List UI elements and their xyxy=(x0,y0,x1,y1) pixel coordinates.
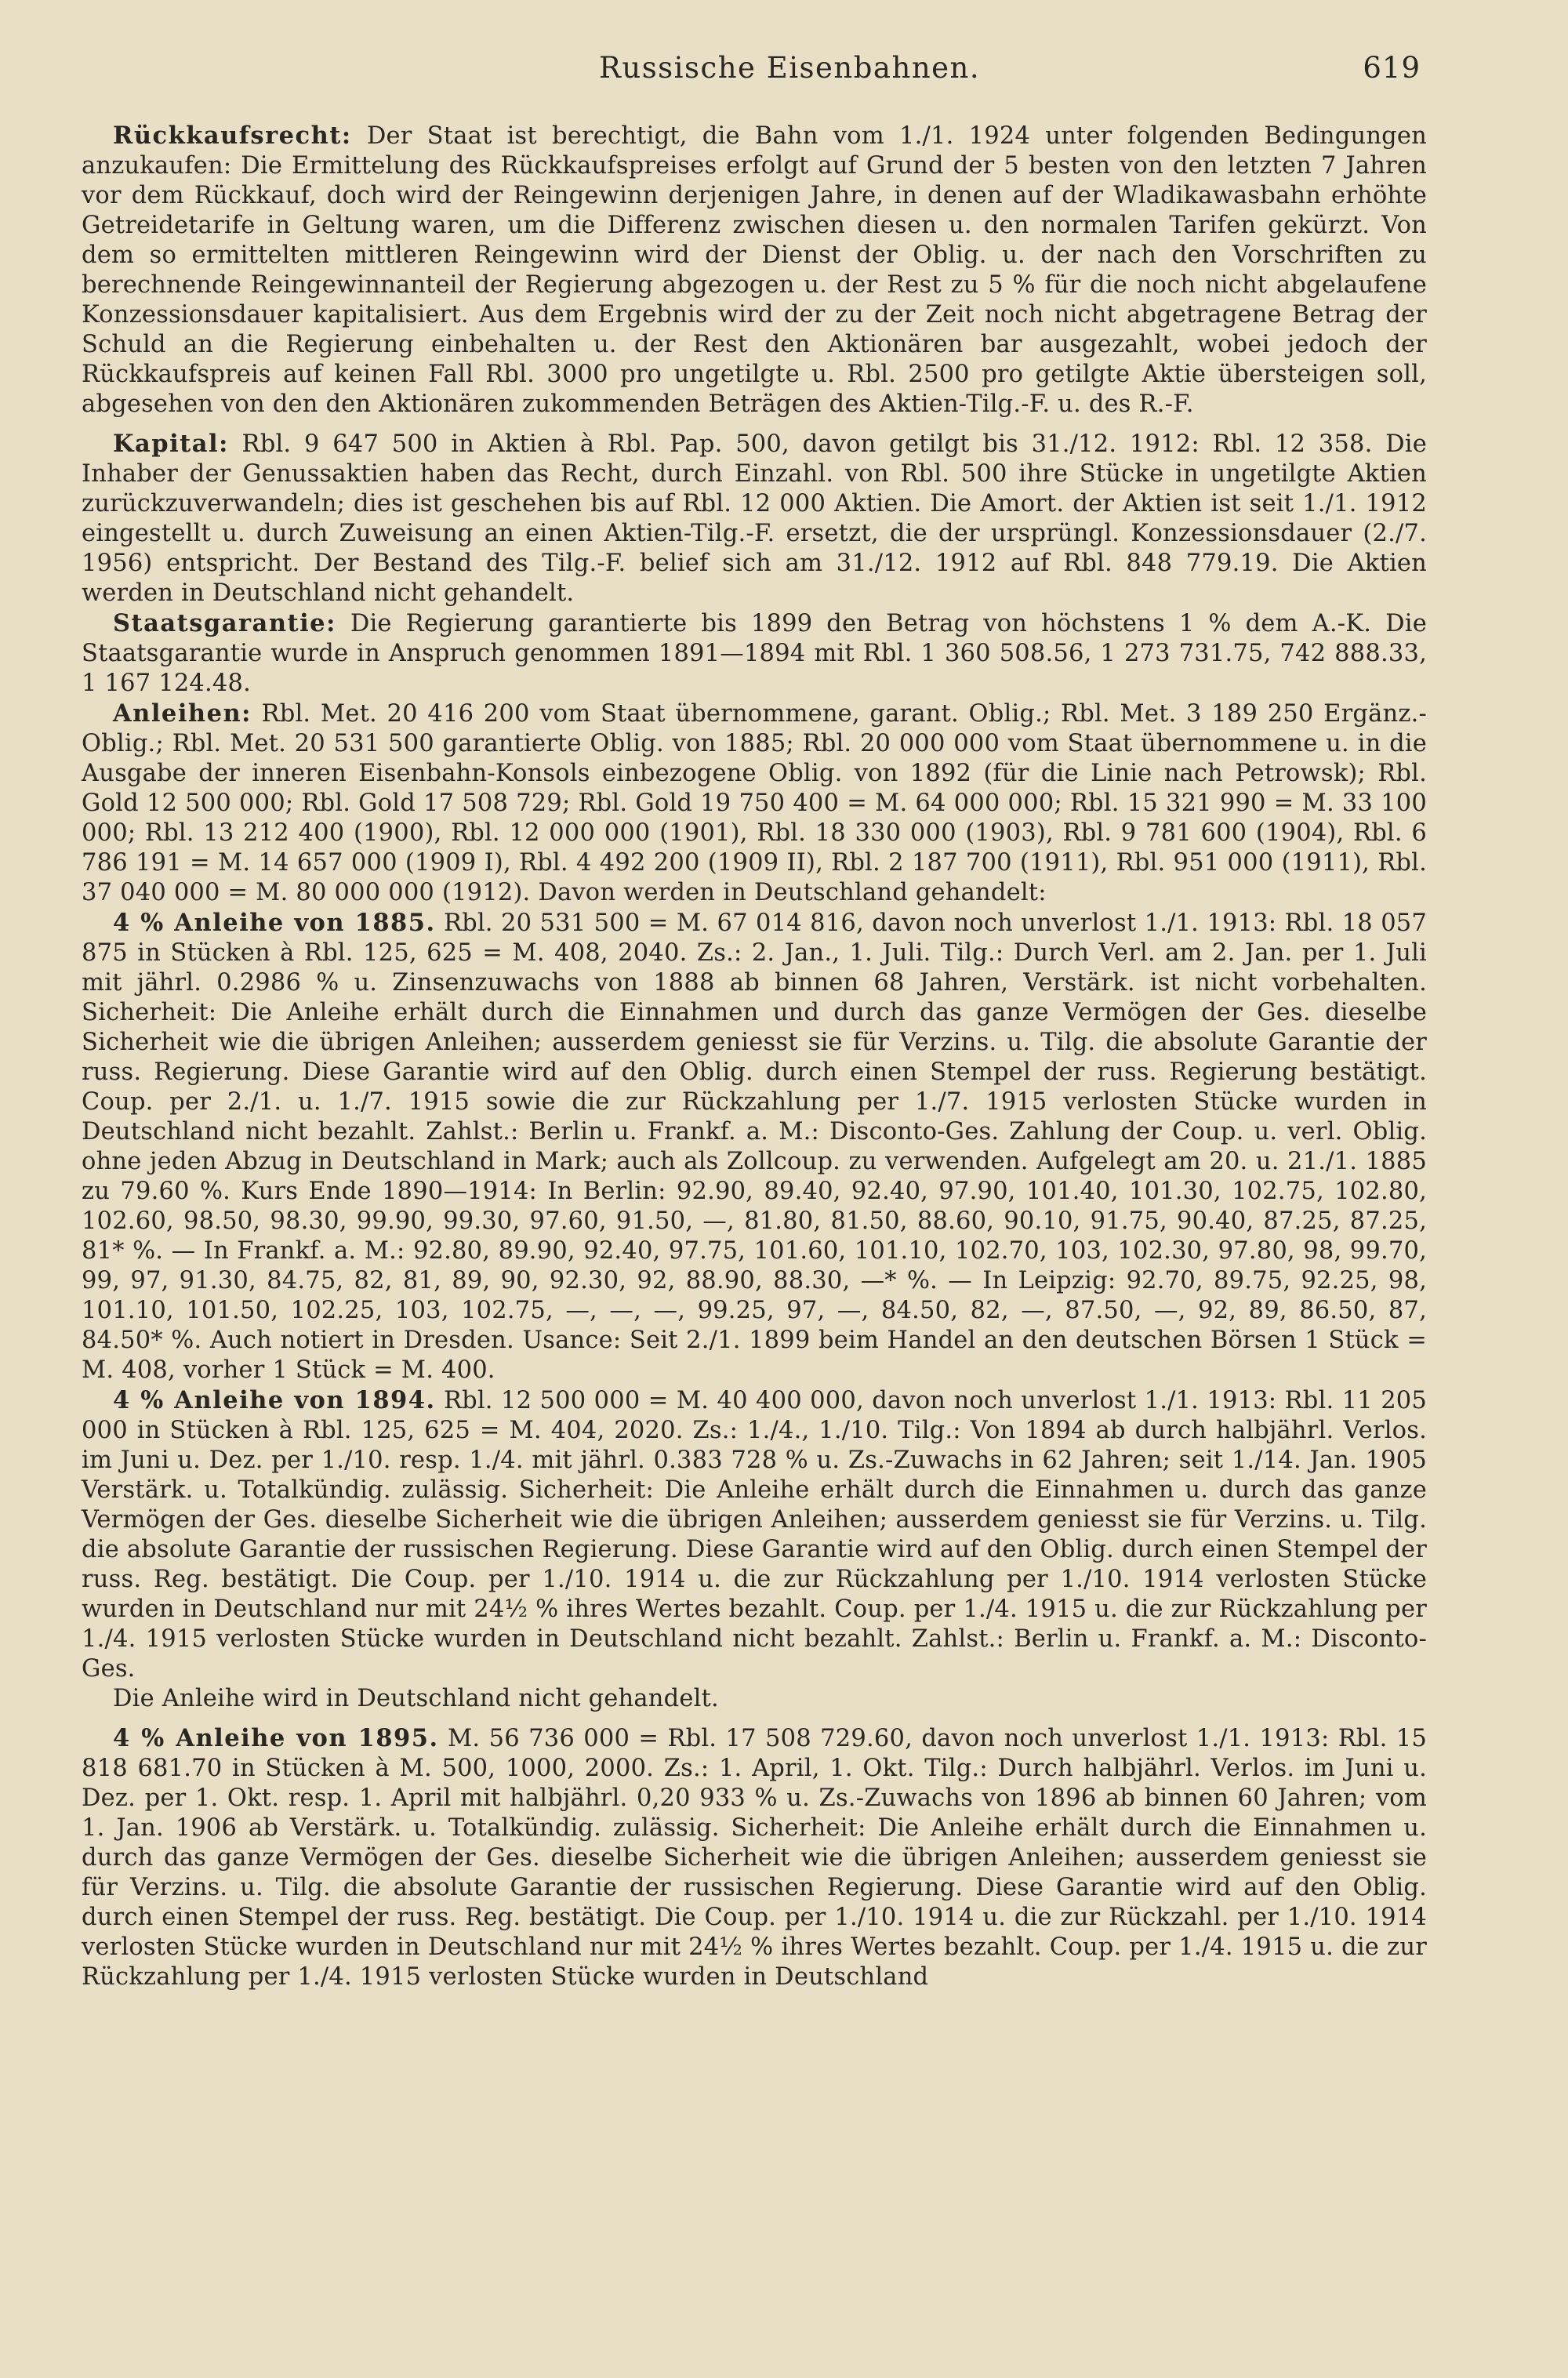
paragraph-text: Rbl. 20 531 500 = M. 67 014 816, davon noch unverlost 1./1. 1913: Rbl. 18 057 875 in Stücken à Rbl. 125, 625 = M. 408, 2040. Zs.: 2. Jan., 1. Juli. Tilg.: Durch Verl. am 2. Jan. per 1. Juli mit jährl. 0.2986 % u. Zinsenzuwachs von 1888 ab binnen 68 Jahren, Verstärk. ist nicht vorbehalten. Sicherheit: Die Anleihe erhält durch die Einnahmen und durch das ganze Vermögen der Ges. dieselbe Sicherheit wie die übrigen Anleihen; ausserdem geniesst sie für Verzins. u. Tilg. die absolute Garantie der russ. Regierung. Diese Garantie wird auf den Oblig. durch einen Stempel der russ. Regierung bestätigt. Coup. per 2./1. u. 1./7. 1915 sowie die zur Rückzahlung per 1./7. 1915 verlosten Stücke wurden in Deutschland nicht bezahlt. Zahlst.: Berlin u. Frankf. a. M.: Disconto-Ges. Zahlung der Coup. u. verl. Oblig. ohne jeden Abzug in Deutschland in Mark; auch als Zollcoup. zu verwenden. Aufgelegt am 20. u. 21./1. 1885 zu 79.60 %. Kurs Ende 1890—1914: In Berlin: 92.90, 89.40, 92.40, 97.90, 101.40, 101.30, 102.75, 102.80, 102.60, 98.50, 98.30, 99.90, 99.30, 97.60, 91.50, —, 81.80, 81.50, 88.60, 90.10, 91.75, 90.40, 87.25, 87.25, 81* %. — In Frankf. a. M.: 92.80, 89.90, 92.40, 97.75, 101.60, 101.10, 102.70, 103, 102.30, 97.80, 98, 99.70, 99, 97, 91.30, 84.75, 82, 81, 89, 90, 92.30, 92, 88.90, 88.30, —* %. — In Leipzig: 92.70, 89.75, 92.25, 98, 101.10, 101.50, 102.25, 103, 102.75, —, —, —, 99.25, 97, —, 84.50, 82, —, 87.50, —, 92, 89, 86.50, 87, 84.50* %. Auch notiert in Dresden. Usance: Seit 2./1. 1899 beim Handel an den deutschen Börsen 1 Stück = M. 408, vorher 1 Stück = M. 400. xyxy=(82,909,1428,1384)
paragraph-text: M. 56 736 000 = Rbl. 17 508 729.60, davon noch unverlost 1./1. 1913: Rbl. 15 818 681.70 in Stücken à M. 500, 1000, 2000. Zs.: 1. April, 1. Okt. Tilg.: Durch halbjährl. Verlos. im Juni u. Dez. per 1. Okt. resp. 1. April mit halbjährl. 0,20 933 % u. Zs.-Zuwachs von 1896 ab binnen 60 Jahren; vom 1. Jan. 1906 ab Verstärk. u. Totalkündig. zulässig. Sicherheit: Die Anleihe erhält durch die Einnahmen u. durch das ganze Vermögen der Ges. dieselbe Sicherheit wie die übrigen Anleihen; ausserdem geniesst sie für Verzins. u. Tilg. die absolute Garantie der russischen Regierung. Diese Garantie wird auf den Oblig. durch einen Stempel der russ. Reg. bestätigt. Die Coup. per 1./10. 1914 u. die zur Rückzahl. per 1./10. 1914 verlosten Stücke wurden in Deutschland nur mit 24½ % ihres Wertes bezahlt. Coup. per 1./4. 1915 u. die zur Rückzahlung per 1./4. 1915 verlosten Stücke wurden in Deutschland xyxy=(82,1725,1428,1991)
body-text xyxy=(82,121,1427,1992)
paragraph-kapital xyxy=(82,429,1427,608)
running-header xyxy=(599,49,1421,88)
paragraph-heading: Rückkaufsrecht: xyxy=(113,122,352,150)
paragraph-text: Rbl. Met. 20 416 200 vom Staat übernommene, garant. Oblig.; Rbl. Met. 3 189 250 Ergänz.-Oblig.; Rbl. Met. 20 531 500 garantierte Oblig. von 1885; Rbl. 20 000 000 vom Staat übernommene u. in die Ausgabe der inneren Eisenbahn-Konsols einbezogene Oblig. von 1892 (für die Linie nach Petrowsk); Rbl. Gold 12 500 000; Rbl. Gold 17 508 729; Rbl. Gold 19 750 400 = M. 64 000 000; Rbl. 15 321 990 = M. 33 100 000; Rbl. 13 212 400 (1900), Rbl. 12 000 000 (1901), Rbl. 18 330 000 (1903), Rbl. 9 781 600 (1904), Rbl. 6 786 191 = M. 14 657 000 (1909 I), Rbl. 4 492 200 (1909 II), Rbl. 2 187 700 (1911), Rbl. 951 000 (1911), Rbl. 37 040 000 = M. 80 000 000 (1912). Davon werden in Deutschland gehandelt: xyxy=(82,700,1427,906)
paragraph-not-traded-note xyxy=(82,1684,1427,1714)
paragraph-anleihe-1894 xyxy=(82,1385,1427,1684)
paragraph-text: Die Anleihe wird in Deutschland nicht gehandelt. xyxy=(113,1685,719,1712)
paragraph-text: Rbl. 12 500 000 = M. 40 400 000, davon noch unverlost 1./1. 1913: Rbl. 11 205 000 in Stücken à Rbl. 125, 625 = M. 404, 2020. Zs.: 1./4., 1./10. Tilg.: Von 1894 ab durch halbjährl. Verlos. im Juni u. Dez. per 1./10. resp. 1./4. mit jährl. 0.383 728 % u. Zs.-Zuwachs in 62 Jahren; seit 1./14. Jan. 1905 Verstärk. u. Totalkündig. zulässig. Sicherheit: Die Anleihe erhält durch die Einnahmen u. durch das ganze Vermögen der Ges. dieselbe Sicherheit wie die übrigen Anleihen; ausserdem geniesst sie für Verzins. u. Tilg. die absolute Garantie der russischen Regierung. Diese Garantie wird auf den Oblig. durch einen Stempel der russ. Reg. bestätigt. Die Coup. per 1./10. 1914 u. die zur Rückzahlung per 1./10. 1914 verlosten Stücke wurden in Deutschland nur mit 24½ % ihres Wertes bezahlt. Coup. per 1./4. 1915 u. die zur Rückzahlung per 1./4. 1915 verlosten Stücke wurden in Deutschland nicht bezahlt. Zahlst.: Berlin u. Frankf. a. M.: Disconto-Ges. xyxy=(82,1387,1428,1683)
paragraph-staatsgarantie xyxy=(82,608,1427,699)
paragraph-heading: 4 % Anleihe von 1885. xyxy=(113,909,436,937)
paragraph-anleihe-1895 xyxy=(82,1723,1427,1992)
paragraph-anleihen xyxy=(82,699,1427,908)
paragraph-heading: Staatsgarantie: xyxy=(113,609,336,637)
paragraph-text: Der Staat ist berechtigt, die Bahn vom 1./1. 1924 unter folgenden Bedingungen anzukaufen: Die Ermittelung des Rückkaufspreises erfolgt auf Grund der 5 besten von den letzten 7 Jahren vor dem Rückkauf, doch wird der Reingewinn derjenigen Jahre, in denen auf der Wladikawasbahn erhöhte Getreidetarife in Geltung waren, um die Differenz zwischen diesen u. den normalen Tarifen gekürzt. Von dem so ermittelten mittleren Reingewinn wird der Dienst der Oblig. u. der nach den Vorschriften zu berechnende Reingewinnanteil der Regierung abgezogen u. der Rest zu 5 % für die noch nicht abgelaufene Konzessionsdauer kapitalisiert. Aus dem Ergebnis wird der zu der Zeit noch nicht abgetragene Betrag der Schuld an die Regierung einbehalten u. der Rest den Aktionären bar ausgezahlt, wobei jedoch der Rückkaufspreis auf keinen Fall Rbl. 3000 pro ungetilgte u. Rbl. 2500 pro getilgte Aktie übersteigen soll, abgesehen von den den Aktionären zukommenden Beträgen des Aktien-Tilg.-F. u. des R.-F. xyxy=(82,122,1427,418)
paragraph-heading: 4 % Anleihe von 1894. xyxy=(113,1386,436,1414)
page-title: Russische Eisenbahnen. xyxy=(599,51,981,85)
paragraph-heading: 4 % Anleihe von 1895. xyxy=(113,1724,439,1752)
paragraph-rueckkaufsrecht xyxy=(82,121,1427,419)
paragraph-heading: Kapital: xyxy=(113,430,229,458)
paragraph-text: Die Regierung garantierte bis 1899 den Betrag von höchstens 1 % dem A.-K. Die Staatsgarantie wurde in Anspruch genommen 1891—1894 mit Rbl. 1 360 508.56, 1 273 731.75, 742 888.33, 1 167 124.48. xyxy=(82,610,1427,697)
page-number: 619 xyxy=(1363,51,1421,85)
paragraph-text: Rbl. 9 647 500 in Aktien à Rbl. Pap. 500, davon getilgt bis 31./12. 1912: Rbl. 12 358. Die Inhaber der Genussaktien haben das Recht, durch Einzahl. von Rbl. 500 ihre Stücke in ungetilgte Aktien zurückzuverwandeln; dies ist geschehen bis auf Rbl. 12 000 Aktien. Die Amort. der Aktien ist seit 1./1. 1912 eingestellt u. durch Zuweisung an einen Aktien-Tilg.-F. ersetzt, die der ursprüngl. Konzessionsdauer (2./7. 1956) entspricht. Der Bestand des Tilg.-F. belief sich am 31./12. 1912 auf Rbl. 848 779.19. Die Aktien werden in Deutschland nicht gehandelt. xyxy=(82,430,1427,607)
paragraph-heading: Anleihen: xyxy=(113,699,252,728)
paragraph-anleihe-1885 xyxy=(82,908,1427,1385)
